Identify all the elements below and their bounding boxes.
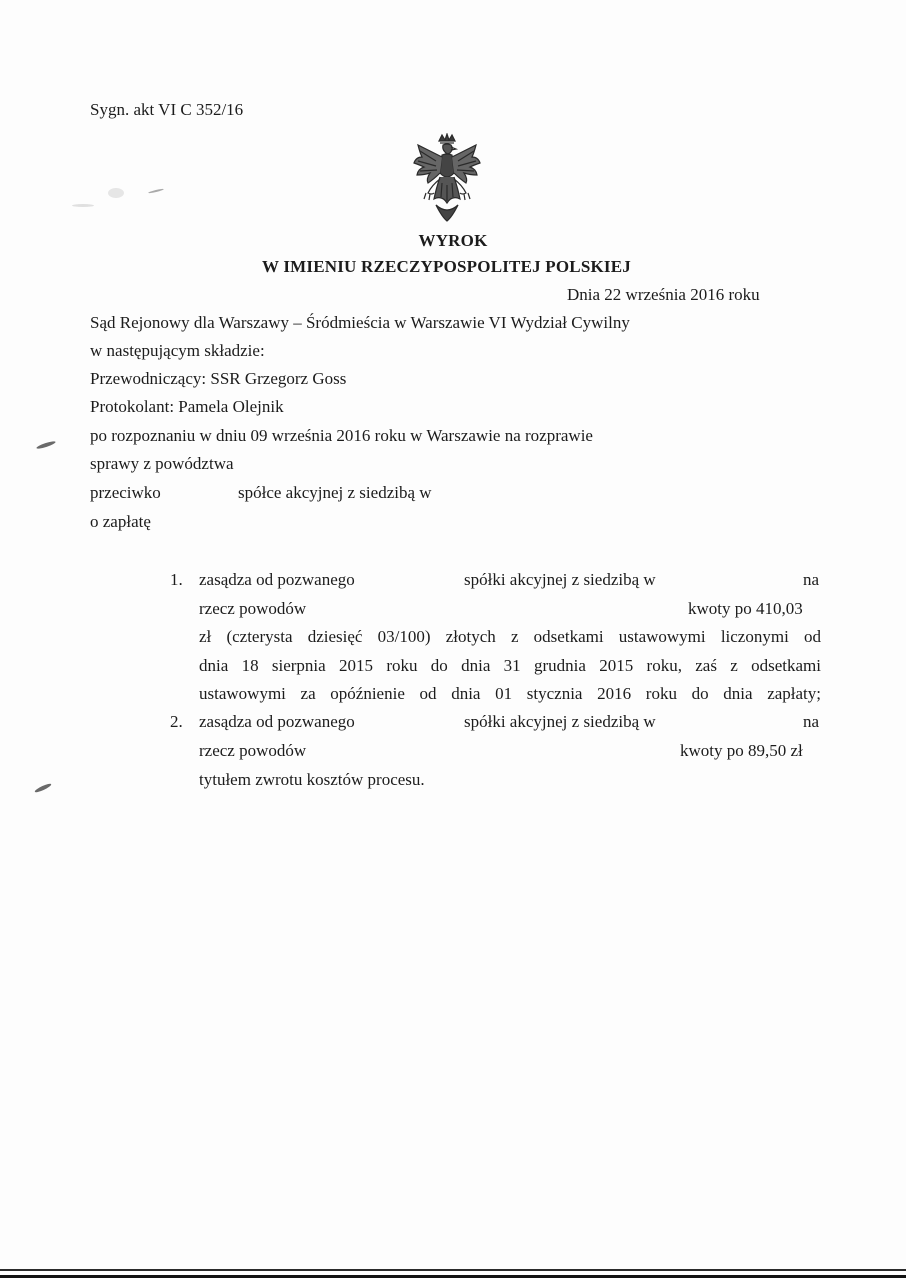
ruling-1-line2-b: kwoty po 410,03 [688,599,803,618]
judgment-date: Dnia 22 września 2016 roku [567,285,760,304]
defendant-description: spółce akcyjnej z siedzibą w [238,483,432,502]
court-name: Sąd Rejonowy dla Warszawy – Śródmieścia w Warszawie VI Wydział Cywilny [90,313,630,332]
ruling-1-line5: ustawowymi za opóźnienie od dnia 01 stycznia 2016 roku do dnia zapłaty; [199,684,821,703]
judgment-subtitle: W IMIENIU RZECZYPOSPOLITEJ POLSKIEJ [262,257,631,276]
ruling-1-line4: dnia 18 sierpnia 2015 roku do dnia 31 grudnia 2015 roku, zaś z odsetkami [199,656,821,675]
hearing-info: po rozpoznaniu w dniu 09 września 2016 roku w Warszawie na rozprawie [90,426,593,445]
ruling-1-line2-a: rzecz powodów [199,599,307,618]
judgment-title: WYROK [418,231,488,250]
ruling-2-line2-a: rzecz powodów [199,741,307,760]
case-number: Sygn. akt VI C 352/16 [90,100,244,119]
ruling-2-line1-b: spółki akcyjnej z siedzibą w [464,712,656,731]
presiding-judge: Przewodniczący: SSR Grzegorz Goss [90,369,347,388]
ruling-1-line1-a: zasądza od pozwanego [199,570,355,589]
ruling-2-line1-c: na [803,712,820,731]
ruling-2-line2-b: kwoty po 89,50 zł [680,741,803,760]
against-label: przeciwko [90,483,161,502]
scan-mark [36,440,56,450]
polish-eagle-emblem [412,133,482,223]
case-subject: o zapłatę [90,512,151,531]
ruling-2-line1-a: zasądza od pozwanego [199,712,355,731]
ruling-1-line1-b: spółki akcyjnej z siedzibą w [464,570,656,589]
ruling-1-line1-c: na [803,570,820,589]
composition-label: w następującym składzie: [90,341,265,360]
ruling-2-number: 2. [170,712,183,731]
suit-label: sprawy z powództwa [90,454,234,473]
scan-mark [34,782,52,793]
scan-mark [72,204,94,207]
court-clerk: Protokolant: Pamela Olejnik [90,397,284,416]
ruling-1-line3: zł (czterysta dziesięć 03/100) złotych z odsetkami ustawowymi liczonymi od [199,627,821,646]
scan-edge-line [0,1275,906,1278]
scan-edge-line [0,1269,906,1271]
ruling-2-line3: tytułem zwrotu kosztów procesu. [199,770,425,789]
ruling-1-number: 1. [170,570,183,589]
scan-mark [108,188,124,198]
scan-mark [148,188,164,194]
